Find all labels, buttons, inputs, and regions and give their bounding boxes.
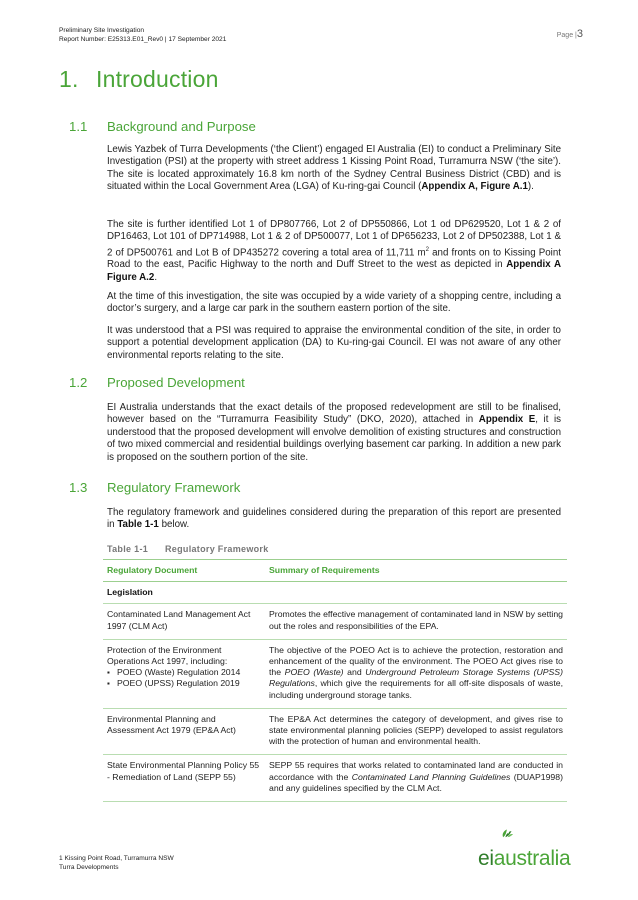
page-label: Page | <box>556 32 577 39</box>
page-number <box>557 28 583 40</box>
footer-address: 1 Kissing Point Road, Turramurra NSW <box>59 855 174 862</box>
text-run: (DUAP1998) and any guidelines specified by the CLM Act. <box>269 771 563 793</box>
subsection-title: Proposed Development <box>107 375 245 390</box>
table-caption-number: Table 1-1 <box>107 544 149 554</box>
subsection-heading-regulatory <box>69 480 240 495</box>
header-report-number: Report Number: E25313.E01_Rev0 | 17 September 2021 <box>59 35 227 43</box>
text-run: ). <box>527 181 534 193</box>
appendix-reference: Appendix A, Figure A.1 <box>421 181 528 193</box>
paragraph-background-4: It was understood that a PSI was required to appraise the environmental condition of the site, in order to support a potential development application (DA) to Ku-ring-gai Council. EI was not aware of any other environmental reports relating to the site. <box>107 325 561 361</box>
text-run: below. <box>158 519 190 531</box>
document-name: Protection of the Environment Operations Act 1997, including: <box>107 644 228 667</box>
superscript: 2 <box>425 246 429 253</box>
logo-text-australia: australia <box>493 847 571 870</box>
text-run: The regulatory framework and guidelines considered during the preparation of this report are presented in <box>107 507 561 531</box>
subsection-number: 1.2 <box>69 375 88 390</box>
text-run: , which give the requirements for all off-site disposals of waste, including underground storage tanks. <box>269 678 563 700</box>
table-caption-title: Regulatory Framework <box>165 544 269 554</box>
text-run: The objective of the POEO Act is to achieve the protection, restoration and enhancement of the quality of the environment. The POEO Act gives rise to the <box>269 644 563 678</box>
section-heading-introduction <box>59 66 219 93</box>
regulation-list <box>107 667 261 689</box>
text-run: EI Australia understands that the exact details of the proposed redevelopment are still to be finalised, however based on the “Turramurra Feasibility Study” (DKO, 2020), attached in <box>107 402 561 426</box>
table-cell-document: State Environmental Planning Policy 55 - Remediation of Land (SEPP 55) <box>103 755 265 802</box>
table-caption <box>107 544 269 554</box>
text-run: Lewis Yazbek of Turra Developments (‘the Client’) engaged EI Australia (EI) to conduct a Preliminary Site Investigation (PSI) at the property with street address 1 Kissing Point Road, Turramurra NSW (‘the site’). The site is located approximately 16.8 km north of the Sydney Central Business District (CBD) and is situated within the Local Government Area (LGA) of Ku-ring-gai Council ( <box>107 144 561 193</box>
appendix-reference: Appendix A Figure A.2 <box>107 259 561 283</box>
table-cell-summary: The EP&A Act determines the category of development, and gives rise to state environmental planning policies (SEPP) developed to assist regulators with the protection of human and environmental health. <box>265 708 567 755</box>
table-row <box>103 708 567 755</box>
section-title: Introduction <box>96 66 219 92</box>
table-header-document: Regulatory Document <box>103 560 265 582</box>
list-item: ▪ POEO (UPSS) Regulation 2019 <box>107 678 261 689</box>
table-row <box>103 604 567 639</box>
page-header <box>59 27 226 44</box>
footer-client: Turra Developments <box>59 863 119 871</box>
table-section-legislation: Legislation <box>103 582 567 604</box>
table-reference: Table 1-1 <box>117 519 159 531</box>
table-cell-document <box>103 639 265 708</box>
subsection-number: 1.1 <box>69 119 88 134</box>
section-number: 1. <box>59 66 79 92</box>
text-run: The site is further identified Lot 1 of DP807766, Lot 2 of DP550866, Lot 1 od DP629520, Lot 1 & 2 of DP16463, Lot 101 of DP714988, Lot 1 & 2 of DP500077, Lot 1 of DP656233, Lot 2 of DP502388, Lot 1 & 2 of DP500761 and Lot B of DP435272 covering a total area of 11,711 m <box>107 219 561 259</box>
appendix-reference: Appendix E <box>478 414 536 426</box>
italic-run: Contaminated Land Planning Guidelines <box>351 771 511 782</box>
header-report-title: Preliminary Site Investigation <box>59 27 145 34</box>
logo-wordmark <box>478 847 570 871</box>
paragraph-proposed-development <box>107 402 561 464</box>
table-header-row <box>103 560 567 582</box>
table-cell-document: Environmental Planning and Assessment Act 1979 (EP&A Act) <box>103 708 265 755</box>
text-run: and <box>343 667 366 678</box>
italic-run: Underground Petroleum Storage Systems (UPSS) Regulations <box>269 667 563 689</box>
paragraph-background-1 <box>107 144 561 194</box>
text-run: . <box>154 271 158 283</box>
table-cell-document: Contaminated Land Management Act 1997 (CLM Act) <box>103 604 265 639</box>
subsection-heading-background <box>69 119 256 134</box>
logo-text-ei: ei <box>478 847 494 870</box>
subsection-title: Regulatory Framework <box>107 480 241 495</box>
table-row <box>103 755 567 802</box>
table-row <box>103 639 567 708</box>
regulatory-framework-table <box>103 559 567 802</box>
table-cell-summary: Promotes the effective management of contaminated land in NSW by setting out the roles and responsibilities of the EPA. <box>265 604 567 639</box>
paragraph-background-2 <box>107 219 561 284</box>
subsection-title: Background and Purpose <box>107 119 256 134</box>
table-header-summary: Summary of Requirements <box>265 560 567 582</box>
table-cell-summary <box>265 755 567 802</box>
subsection-heading-proposed-development <box>69 375 245 390</box>
list-item: ▪ POEO (Waste) Regulation 2014 <box>107 667 261 678</box>
subsection-number: 1.3 <box>69 480 88 495</box>
page-footer <box>59 855 174 872</box>
table-cell-summary <box>265 639 567 708</box>
page-number-value: 3 <box>576 28 583 40</box>
paragraph-regulatory <box>107 507 561 532</box>
text-run: SEPP 55 requires that works related to contaminated land are conducted in accordance with the <box>269 760 563 782</box>
text-run: and fronts on to Kissing Point Road to the east, Pacific Highway to the north and Duff Street to the west as depicted in <box>107 247 561 271</box>
table-section-row <box>103 582 567 604</box>
paragraph-background-3: At the time of this investigation, the site was occupied by a wide variety of a shopping centre, including a doctor’s surgery, and a large car park in the southern eastern portion of the site. <box>107 291 561 315</box>
text-run: , it is understood that the proposed development will envolve demolition of existing structures and construction of two mixed commercial and residential buildings overlying basement car parking. In addition a new park is proposed on the southern portion of the site. <box>107 414 561 463</box>
italic-run: POEO (Waste) <box>284 667 344 678</box>
